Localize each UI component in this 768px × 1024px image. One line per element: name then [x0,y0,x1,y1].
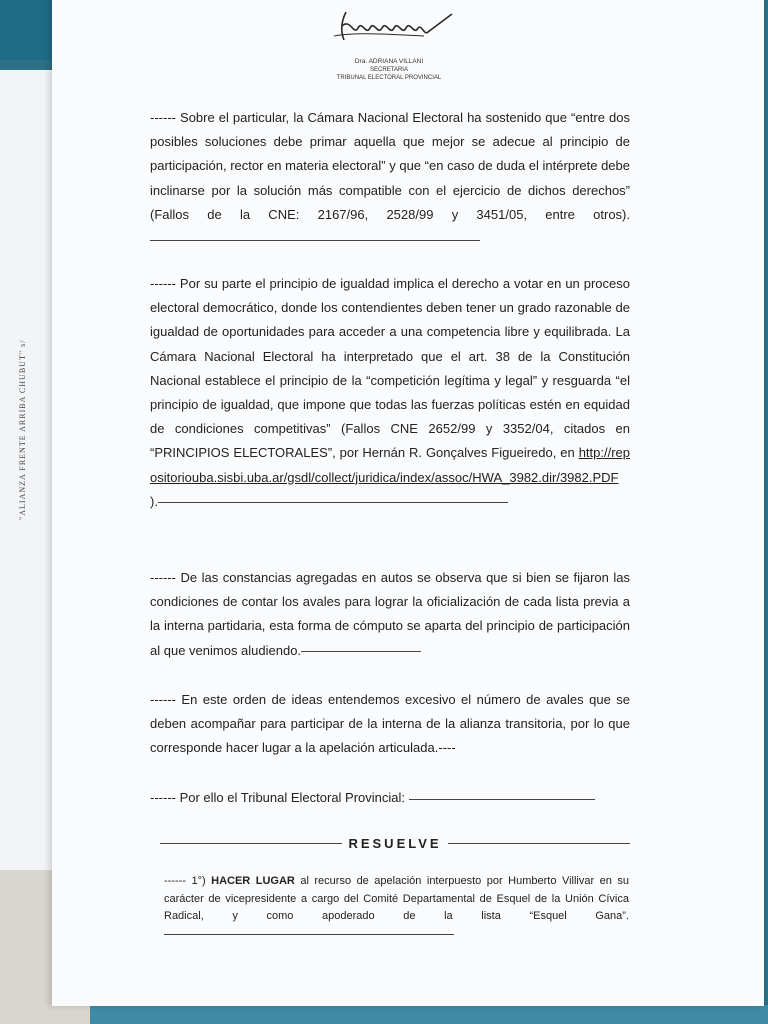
resuelve-word: RESUELVE [348,835,442,851]
stamp-text [314,58,464,82]
paragraph-2 [150,272,630,514]
resolution-item-1 [164,873,629,943]
resuelve-heading [160,835,630,851]
stamp-office: TRIBUNAL ELECTORAL PROVINCIAL [336,75,442,81]
paragraph-2-end: ). [150,493,158,509]
stamp-role: SECRETARIA [370,67,408,73]
paragraph-5-text: ------ Por ello el Tribunal Electoral Provincial: [150,790,406,805]
fill-rule [160,843,342,844]
paragraph-3 [150,566,630,663]
paragraph-3-text: ------ De las constancias agregadas en autos se observa que si bien se fijaron las condiciones de contar los avales para lograr la oficialización de cada lista previa a la interna partidaria, esta forma de cómputo se aparta del principio de participación al que venimos aludiendo. [150,570,630,658]
fill-rule [448,843,630,844]
fill-rule [409,798,595,800]
fill-rule [150,239,480,241]
resolution-text: al recurso de apelación interpuesto por Humberto Villivar en su carácter de vicepresidente a cargo del Comité Departamental de Esquel de la Unión Cívica Radical, y como apoderado de la lista “Esquel Gana”. [164,875,629,922]
resolution-prefix: ------ 1°) [164,875,212,887]
margin-note: "ALIANZA FRENTE ARRIBA CHUBUT" s/ [18,339,27,520]
stamp-name: Dra. ADRIANA VILLANI [354,58,424,65]
repository-link[interactable]: http://repositoriouba.sisbi.uba.ar/gsdl/collect/juridica/index/assoc/HWA_3982.dir/3982.PDF [150,445,630,485]
fill-rule [301,650,421,652]
signature-stamp [314,6,474,86]
paragraph-4 [150,688,630,761]
fill-rule [158,501,508,503]
background-strip [90,1005,768,1024]
paragraph-4-text: ------ En este orden de ideas entendemos excesivo el número de avales que se deben acompañar para participar de la interna de la alianza transitoria, por lo que corresponde hacer lugar a la apelación articulada.---- [150,692,630,756]
fill-rule [164,933,454,935]
paragraph-5 [150,786,630,810]
paragraph-1 [150,106,630,251]
signature-mark [324,6,464,56]
paragraph-2-text: ------ Por su parte el principio de igualdad implica el derecho a votar en un proceso electoral democrático, donde los contendientes deben tener un grado razonable de igualdad de oportunidades para acceder a una competencia libre y equilibrada. La Cámara Nacional Electoral ha interpretado que el art. 38 de la Constitución Nacional establece el principio de la “competición legítima y legal” y resguarda “el principio de igualdad, que impone que todas las fuerzas políticas estén en equidad de condiciones competitivas” (Fallos CNE 2652/99 y 3352/04, citados en “PRINCIPIOS ELECTORALES”, por Hernán R. Gonçalves Figueiredo, en [150,276,630,461]
resolution-bold: HACER LUGAR [211,875,295,887]
paragraph-1-text: ------ Sobre el particular, la Cámara Nacional Electoral ha sostenido que “entre dos posibles soluciones debe primar aquella que mejor se adecue al principio de participación, rector en materia electoral” y que “en caso de duda el intérprete debe inclinarse por la solución más compatible con el ejercicio de dichos derechos” (Fallos de la CNE: 2167/96, 2528/99 y 3451/05, entre otros). [150,110,630,222]
document-page [52,0,764,1006]
